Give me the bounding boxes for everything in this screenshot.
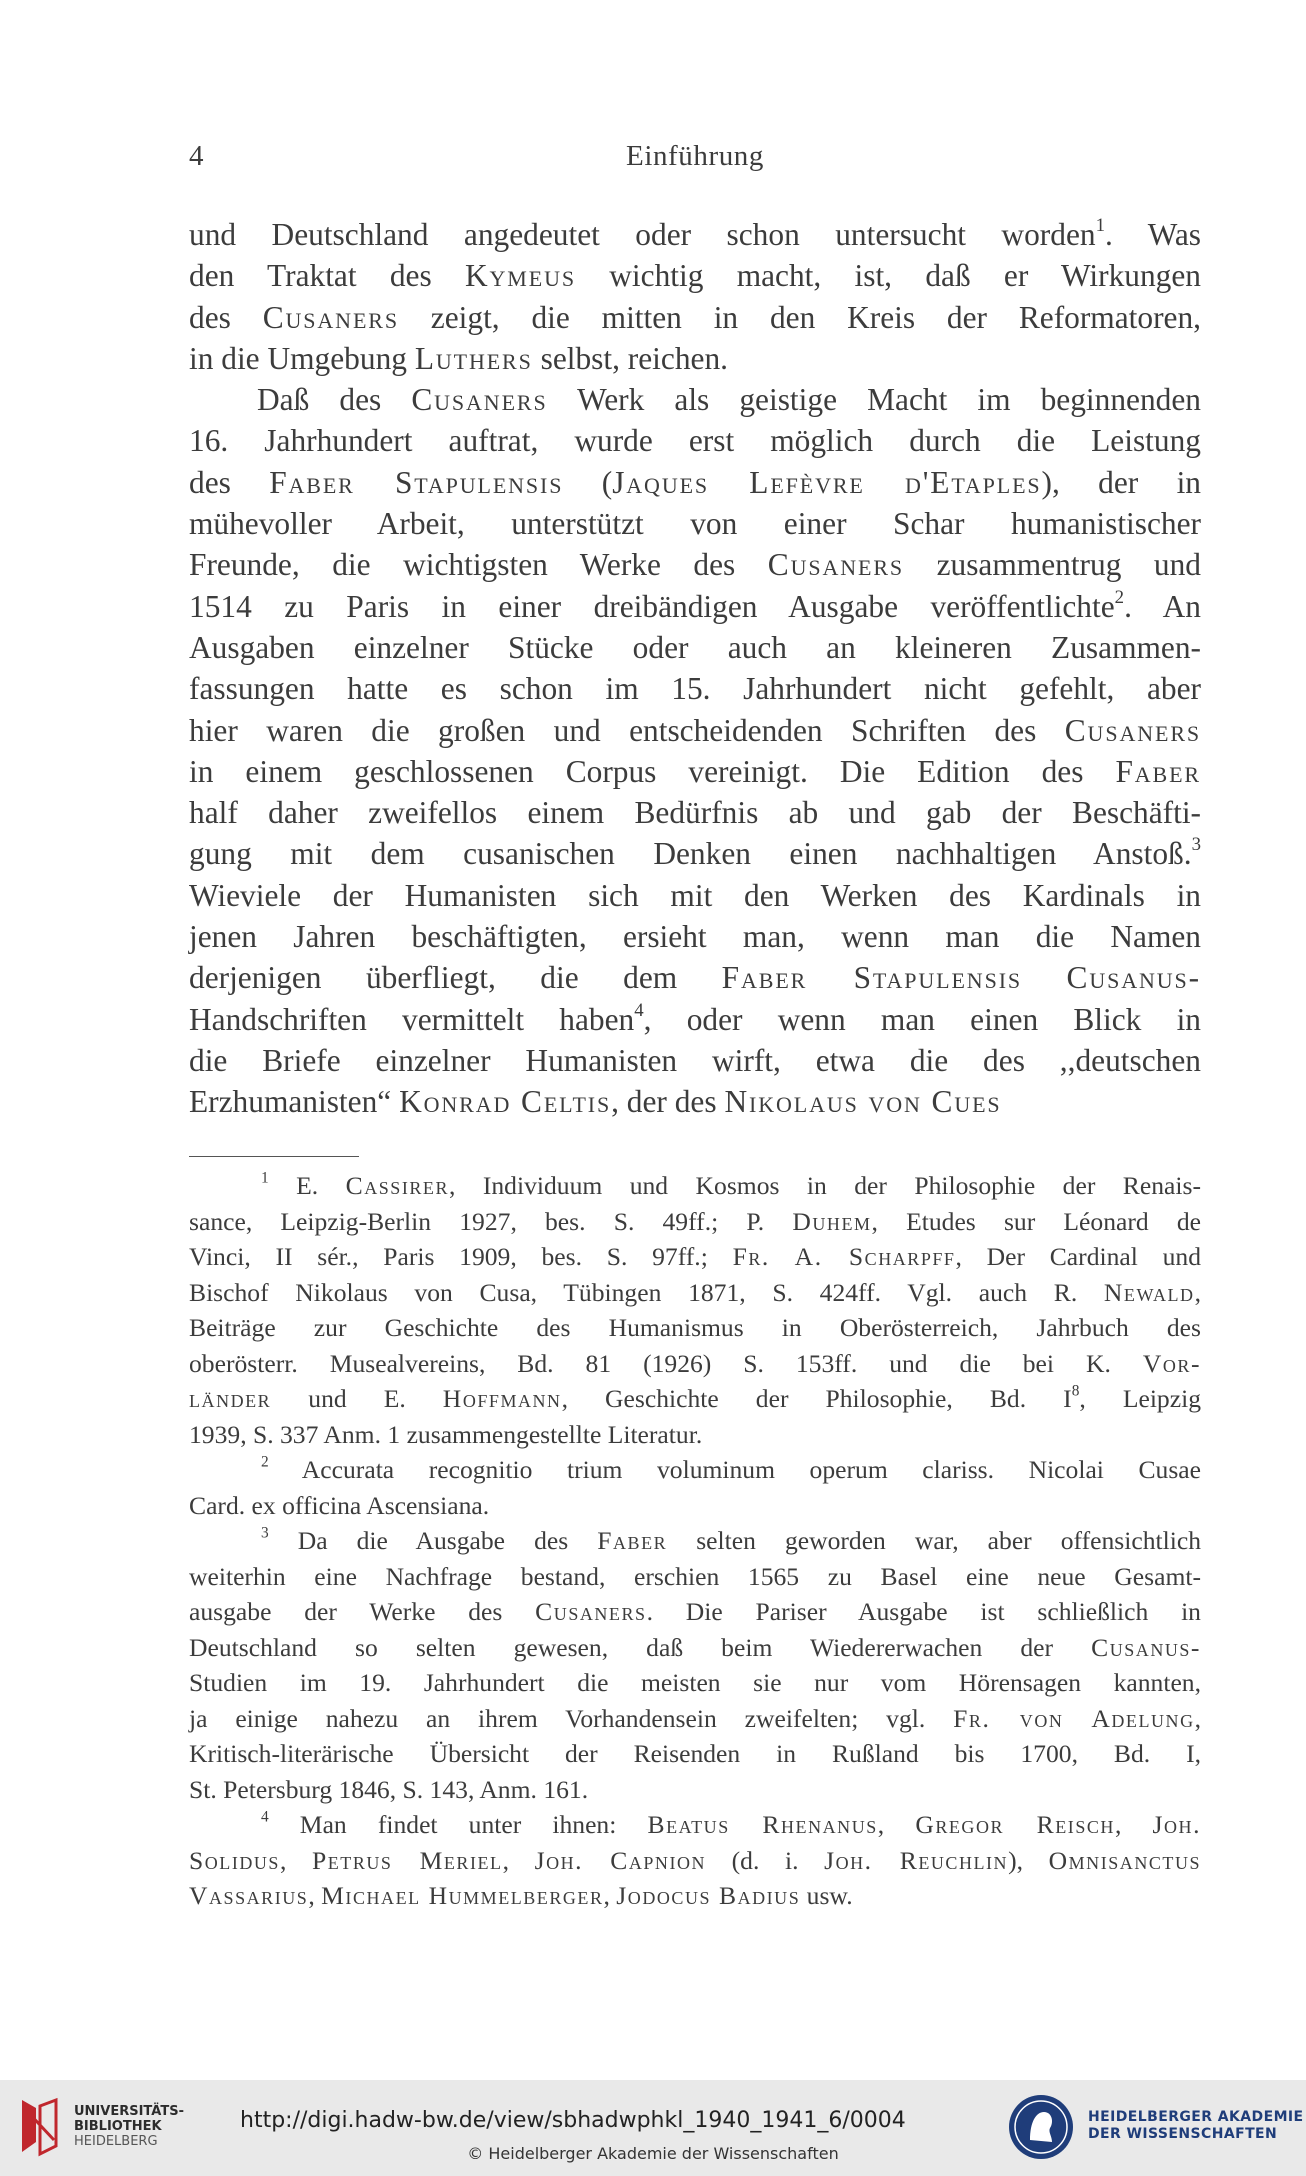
small-caps-name: Duhem [792,1206,872,1236]
running-title: Einführung [626,140,764,172]
body-text-line: und Deutschland angedeutet oder schon untersucht worden$^1$. Was [189,214,1201,252]
body-text-line: Handschriften vermittelt haben$^4$, oder wenn man einen Blick in [189,999,1201,1037]
footnote-marker: 3 [1191,834,1201,856]
footnote-line: ausgabe der Werke des Cusaners. Die Pariser Ausgabe ist schließlich in [189,1597,1201,1626]
body-text-line: Wieviele der Humanisten sich mit den Werken des Kardinals in [189,877,1201,913]
small-caps-name: Kymeus [464,258,576,294]
small-caps-name: Konrad Celtis [399,1084,612,1120]
library-logo-line: BIBLIOTHEK [74,2119,162,2134]
body-text-line: half daher zweifellos einem Bedürfnis ab und gab der Beschäfti- [189,795,1201,831]
small-caps-name: Fr. A. Scharpff [732,1242,956,1271]
small-caps-name: Cusaners [411,382,548,418]
small-caps-name: Hoffmann [442,1384,562,1413]
footnote-line: sance, Leipzig-Berlin 1927, bes. S. 49ff.; P. Duhem, Etudes sur Léonard de [189,1206,1201,1236]
footnote-marker: 1 [261,1169,269,1187]
academy-logo-text [1088,2109,1304,2143]
small-caps-name: Beatus Rhenanus [647,1810,878,1839]
running-head [189,140,1201,184]
footnote-line: Beiträge zur Geschichte des Humanismus in Oberösterreich, Jahrbuch des [189,1313,1201,1342]
body-text-line: fassungen hatte es schon im 15. Jahrhundert nicht gefehlt, aber [189,671,1201,707]
small-caps-name: Cassirer [345,1171,449,1200]
footnote-line: weiterhin eine Nachfrage bestand, erschien 1565 zu Basel eine neue Gesamt- [189,1561,1201,1591]
small-caps-name: Joh. Reuchlin [824,1845,1009,1875]
body-text-line: 16. Jahrhundert auftrat, wurde erst möglich durch die Leistung [189,423,1201,459]
footnote-line: Card. ex officina Ascensiana. [189,1490,490,1520]
small-caps-name: Jaques Lefèvre d'Etaples [612,464,1042,500]
footnote-line: $^1$ E. Cassirer, Individuum und Kosmos in der Philosophie der Renais- [261,1169,1201,1200]
small-caps-name: Faber Stapulensis [269,464,564,500]
small-caps-name: Solidus [189,1845,280,1875]
body-text-line: derjenigen überfliegt, die dem Faber Stapulensis Cusanus- [189,960,1201,996]
page-number: 4 [189,140,205,172]
footnote-line: Vinci, II sér., Paris 1909, bes. S. 97ff.; Fr. A. Scharpff, Der Cardinal und [189,1242,1201,1271]
small-caps-name: länder [189,1384,272,1413]
library-logo-line: HEIDELBERG [74,2134,158,2149]
footnote-line: Deutschland so selten gewesen, daß beim Wiedererwachen der Cusanus- [189,1632,1201,1662]
library-logo-text [74,2104,184,2149]
small-caps-name: Gregor Reisch [915,1810,1115,1839]
small-caps-name: Jodocus Badius [616,1881,801,1910]
small-caps-name: Fr. von Adelung [953,1703,1195,1733]
footnote-marker: 3 [261,1524,269,1542]
footnote-marker: 4 [634,999,644,1021]
small-caps-name: Newald [1103,1277,1195,1307]
small-caps-name: Faber Stapulensis [721,960,1023,996]
footnote-line: St. Petersburg 1846, S. 143, Anm. 161. [189,1774,589,1804]
footnote-marker: 1 [1095,214,1105,236]
footnotes [189,1168,1201,1914]
footnote-line: Solidus, Petrus Meriel, Joh. Capnion (d. i. Joh. Reuchlin), Omnisanctus [189,1845,1202,1875]
body-text-line: jenen Jahren beschäftigten, ersieht man, wenn man die Namen [189,919,1201,955]
footnote-marker: 8 [1071,1382,1080,1400]
small-caps-name: Cusanus- [1091,1632,1201,1662]
footnote-line: $^2$ Accurata recognitio trium voluminum operum clariss. Nicolai Cusae [261,1453,1201,1484]
body-text-line: Erzhumanisten“ Konrad Celtis, der des Nikolaus von Cues [189,1084,1002,1120]
small-caps-name: Cusaners [262,299,399,335]
small-caps-name: Vassarius [189,1881,309,1910]
footnote-line: ja einige nahezu an ihrem Vorhandensein zweifelten; vgl. Fr. von Adelung, [189,1703,1202,1733]
footer-bar [0,2080,1306,2176]
body-text-line: hier waren die großen und entscheidenden Schriften des Cusaners [189,712,1201,748]
copyright-notice: © Heidelberger Akademie der Wissenschaften [467,2144,839,2163]
body-text-line: des Cusaners zeigt, die mitten in den Kreis der Reformatoren, [189,299,1201,335]
small-caps-name: Luthers [414,340,533,376]
body-text-line: in die Umgebung Luthers selbst, reichen. [189,340,729,376]
academy-logo-line: HEIDELBERGER AKADEMIE [1088,2109,1304,2125]
small-caps-name: Joh. [1152,1810,1202,1839]
body-text-line: die Briefe einzelner Humanisten wirft, etwa die des ,,deutschen [189,1042,1201,1078]
small-caps-name: Cusaners [767,547,905,583]
footnote-marker: 2 [261,1453,269,1471]
body-text-line: Daß des Cusaners Werk als geistige Macht im beginnenden [257,382,1201,418]
document-url-link[interactable]: http://digi.hadw-bw.de/view/sbhadwphkl_1940_1941_6/0004 [240,2108,906,2133]
small-caps-name: Omnisanctus [1048,1845,1202,1875]
body-text-line: mühevoller Arbeit, unterstützt von einer Schar humanistischer [189,506,1201,542]
academy-seal-icon [1006,2092,1076,2162]
footnote-line: Bischof Nikolaus von Cusa, Tübingen 1871, S. 424ff. Vgl. auch R. Newald, [189,1277,1201,1307]
small-caps-name: Faber [1115,753,1201,789]
body-text-line: in einem geschlossenen Corpus vereinigt. Die Edition des Faber [189,753,1201,789]
small-caps-name: Faber [597,1526,668,1555]
footnote-line: $^3$ Da die Ausgabe des Faber selten geworden war, aber offensichtlich [261,1524,1201,1555]
small-caps-name: Cusaners [535,1597,647,1626]
small-caps-name: Petrus Meriel [312,1845,503,1875]
footnote-line: Vassarius, Michael Hummelberger, Jodocus Badius usw. [189,1881,853,1910]
footnote-line: oberösterr. Musealvereins, Bd. 81 (1926) S. 153ff. und die bei K. Vor- [189,1348,1201,1378]
footnote-marker: 4 [261,1808,269,1826]
academy-logo-line: DER WISSENSCHAFTEN [1088,2126,1278,2142]
footnote-marker: 2 [1114,586,1125,608]
footnote-line: länder und E. Hoffmann, Geschichte der Philosophie, Bd. $I^8$, Leipzig [189,1382,1201,1413]
body-text-line: des Faber Stapulensis (Jaques Lefèvre d'Etaples), der in [189,464,1202,500]
small-caps-name: Michael Hummelberger [321,1881,604,1910]
body-text [189,214,1201,1123]
body-text-line: den Traktat des Kymeus wichtig macht, ist, daß er Wirkungen [189,258,1201,294]
small-caps-name: Cusanus- [1066,960,1201,996]
footnote-line: $^4$ Man findet unter ihnen: Beatus Rhenanus, Gregor Reisch, Joh. [261,1808,1202,1839]
body-text-line: Freunde, die wichtigsten Werke des Cusaners zusammentrug und [189,547,1201,583]
body-text-line: 1514 zu Paris in einer dreibändigen Ausgabe veröffentlichte$^2$. An [189,586,1202,624]
library-logo-line: UNIVERSITÄTS- [74,2104,184,2119]
small-caps-name: Nikolaus von Cues [724,1084,1002,1120]
small-caps-name: Joh. Capnion [534,1845,707,1875]
footnote-line: 1939, S. 337 Anm. 1 zusammengestellte Literatur. [189,1419,703,1449]
footnote-divider [189,1156,359,1157]
footnote-line: Kritisch-literärische Übersicht der Reisenden in Rußland bis 1700, Bd. I, [189,1739,1201,1768]
body-text-line: gung mit dem cusanischen Denken einen nachhaltigen Anstoß.$^3$ [189,834,1201,872]
body-text-line: Ausgaben einzelner Stücke oder auch an kleineren Zusammen- [189,629,1201,665]
small-caps-name: Vor- [1142,1348,1201,1378]
small-caps-name: Cusaners [1064,712,1201,748]
footnote-line: Studien im 19. Jahrhundert die meisten sie nur vom Hörensagen kannten, [189,1668,1201,1697]
